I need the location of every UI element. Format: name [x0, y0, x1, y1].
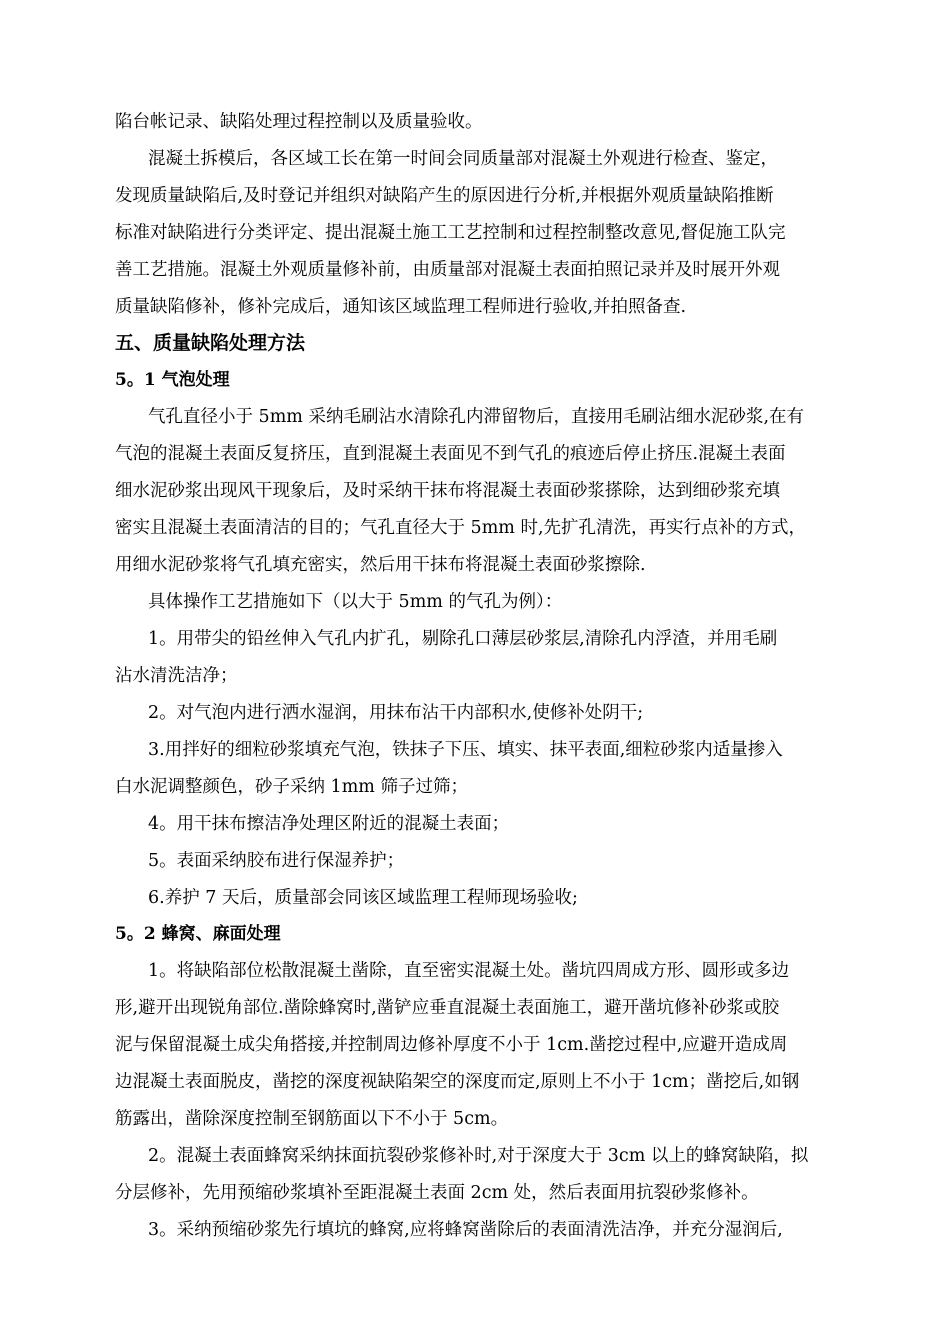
- paragraph-first-line: 具体操作工艺措施如下（以大于 5mm 的气孔为例）：: [148, 592, 563, 612]
- body-text-line: 白水泥调整颜色，砂子采纳 1mm 筛子过筛；: [115, 777, 468, 797]
- body-text-line: 细水泥砂浆出现风干现象后，及时采纳干抹布将混凝土表面砂浆搽除，达到细砂浆充填: [115, 481, 780, 501]
- list-item-5: 5。表面采纳胶布进行保湿养护；: [148, 851, 405, 871]
- subsection-heading: 5。1 气泡处理: [115, 370, 230, 390]
- list-item-1: 1。将缺陷部位松散混凝土凿除，直至密实混凝土处。凿坑四周成方形、圆形或多边: [148, 961, 790, 981]
- body-text-line: 标准对缺陷进行分类评定、提出混凝土施工工艺控制和过程控制整改意见,督促施工队完: [115, 223, 786, 243]
- body-text-line: 形,避开出现锐角部位.凿除蜂窝时,凿铲应垂直混凝土表面施工，避开凿坑修补砂浆或胶: [115, 998, 780, 1018]
- list-item-3: 3.用拌好的细粒砂浆填充气泡，铁抹子下压、填实、抹平表面,细粒砂浆内适量掺入: [148, 740, 783, 760]
- body-text-line: 密实且混凝土表面清洁的目的；气孔直径大于 5mm 时,先扩孔清洗，再实行点补的方式，: [115, 518, 807, 538]
- body-text-line: 边混凝土表面脱皮，凿挖的深度视缺陷架空的深度而定,原则上不小于 1cm；凿挖后,如钢: [115, 1072, 800, 1092]
- body-text-line: 善工艺措施。混凝土外观质量修补前，由质量部对混凝土表面拍照记录并及时展开外观: [115, 260, 780, 280]
- body-text-line: 用细水泥砂浆将气孔填充密实，然后用干抹布将混凝土表面砂浆擦除.: [115, 555, 646, 575]
- body-text-line: 发现质量缺陷后,及时登记并组织对缺陷产生的原因进行分析,并根据外观质量缺陷推断: [115, 186, 774, 206]
- list-item-4: 4。用干抹布擦洁净处理区附近的混凝土表面；: [148, 814, 510, 834]
- list-item-2: 2。混凝土表面蜂窝采纳抹面抗裂砂浆修补时,对于深度大于 3cm 以上的蜂窝缺陷，拟: [148, 1146, 809, 1166]
- body-text-line: 筋露出，凿除深度控制至钢筋面以下不小于 5cm。: [115, 1109, 509, 1129]
- list-item-1: 1。用带尖的铅丝伸入气孔内扩孔，剔除孔口薄层砂浆层,清除孔内浮渣，并用毛刷: [148, 629, 778, 649]
- body-text-line: 分层修补，先用预缩砂浆填补至距混凝土表面 2cm 处，然后表面用抗裂砂浆修补。: [115, 1183, 759, 1203]
- body-text-line: 质量缺陷修补，修补完成后，通知该区域监理工程师进行验收,并拍照备查.: [115, 297, 687, 317]
- list-item-2: 2。对气泡内进行洒水湿润，用抹布沾干内部积水,使修补处阴干;: [148, 703, 644, 723]
- body-text-line: 陷台帐记录、缺陷处理过程控制以及质量验收。: [115, 112, 483, 132]
- list-item-6: 6.养护 7 天后，质量部会同该区域监理工程师现场验收;: [148, 888, 578, 908]
- body-text-line: 泥与保留混凝土成尖角搭接,并控制周边修补厚度不小于 1cm.凿挖过程中,应避开造成周: [115, 1035, 788, 1055]
- subsection-heading: 5。2 蜂窝、麻面处理: [115, 924, 281, 944]
- paragraph-first-line: 气孔直径小于 5mm 采纳毛刷沾水清除孔内滞留物后，直接用毛刷沾细水泥砂浆,在有: [148, 407, 805, 427]
- body-text-line: 沾水清洗洁净；: [115, 666, 238, 686]
- body-text-line: 气泡的混凝土表面反复挤压，直到混凝土表面见不到气孔的痕迹后停止挤压.混凝土表面: [115, 444, 786, 464]
- paragraph-first-line: 混凝土拆模后，各区域工长在第一时间会同质量部对混凝土外观进行检查、鉴定，: [148, 149, 778, 169]
- section-heading: 五、质量缺陷处理方法: [115, 332, 306, 354]
- list-item-3: 3。采纳预缩砂浆先行填坑的蜂窝,应将蜂窝凿除后的表面清洗洁净，并充分湿润后,: [148, 1220, 783, 1240]
